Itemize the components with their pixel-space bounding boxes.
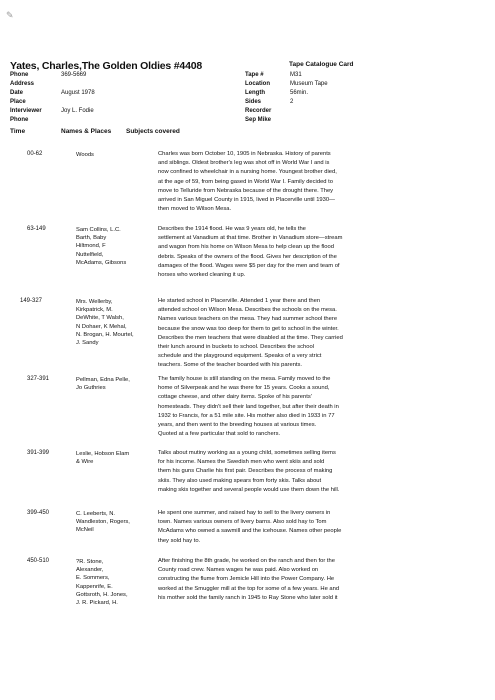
meta-right-value: 2 — [290, 99, 294, 105]
entry-names — [76, 558, 154, 607]
entry-description — [158, 449, 446, 495]
entry-name-line: & Wire — [76, 459, 94, 466]
entry-line: Describes the 1914 flood. He was 9 years old, he tells the — [158, 226, 306, 232]
entry-description — [158, 557, 446, 603]
entry-line: them his guns Charlie his first pair. Describes the process of making — [158, 468, 333, 475]
entry-names — [76, 151, 154, 159]
entry-name-line: McNeil — [76, 527, 94, 534]
entry-name-line: DeWhite, T Walsh, — [76, 315, 124, 322]
entry-line: Describes the men teachers that were disabled at the time. They carried — [158, 334, 343, 341]
entry-name-line: Pellman, Edna Pelle, — [76, 377, 130, 383]
entry-time: 63-149 — [27, 226, 46, 232]
entry-line: they sold hay to. — [158, 537, 201, 544]
entry-line: He spent one summer, and raised hay to sell to the livery owners in — [158, 510, 331, 516]
meta-left-label: Place — [10, 99, 26, 105]
entry-description — [158, 297, 446, 371]
entry-time: 391-399 — [27, 450, 50, 456]
meta-left-value: 369-5669 — [61, 72, 87, 78]
meta-left-label: Phone — [10, 72, 29, 78]
entry-line: worked at the Smuggler mill at the top for some of a few years. He and — [158, 585, 340, 592]
stray-mark: ✎ — [6, 10, 14, 20]
entry-line: Talks about mutiny working as a young child, sometimes selling items — [158, 450, 336, 456]
entry-line: skiis. They also used making spears from forty skis. Talks about — [158, 477, 322, 484]
entry-description — [158, 375, 446, 439]
entry-line: arrived in San Miguel County in 1915, lived in Placerville until 1930— — [158, 197, 335, 204]
meta-left-label: Interviewer — [10, 108, 42, 114]
entry-line: The family house is still standing on the mesa. Family moved to the — [158, 376, 331, 382]
entry-line: He started school in Placerville. Attended 1 year there and then — [158, 298, 321, 304]
entry-name-line: Gottsroth, H. Jones, — [76, 591, 128, 598]
entry-line: schedule and the playground equipment. Speaks of a very strict — [158, 353, 322, 360]
entry-time: 327-391 — [27, 376, 50, 382]
meta-right-label: Sides — [245, 99, 262, 105]
entry-names — [76, 510, 154, 535]
entry-time: 399-450 — [27, 510, 50, 516]
entry-name-line: N. Brogan, H. Mourtel, — [76, 331, 134, 338]
entry-line: move to Telluride from Nebraska because of the drought there. They — [158, 187, 334, 194]
entry-line: horses who worked cleaning it up. — [158, 272, 246, 279]
entry-name-line: Wandleston, Rogers, — [76, 519, 130, 526]
entry-name-line: Woods — [76, 152, 94, 158]
column-header-names: Names & Places — [61, 128, 112, 135]
entry-time: 149-327 — [20, 298, 43, 304]
entry-names — [76, 376, 154, 392]
meta-right-value: M31 — [290, 72, 302, 78]
entry-name-line: J. Sandy — [76, 340, 99, 347]
entry-time: 450-510 — [27, 558, 50, 564]
entry-name-line: McAdams, Gibsons — [76, 259, 127, 266]
entry-line: Quoted at a few particular that sold to ranchers. — [158, 431, 281, 438]
meta-right-value: Museum Tape — [290, 81, 328, 87]
meta-left-label: Phone — [10, 117, 29, 123]
meta-right-label: Length — [245, 90, 265, 96]
entry-name-line: Nuttelfield, — [76, 251, 104, 258]
entry-description — [158, 509, 446, 546]
entry-line: debris. Speaks of the owners of the flood. Gives her description of the — [158, 253, 337, 260]
entry-line: settlement at Vanadium at that time. Brother in Vanadium store—stream — [158, 235, 343, 242]
meta-left-value: August 1978 — [61, 90, 95, 96]
entry-description — [158, 150, 446, 214]
entry-line: and wagon from his home on Wilson Mesa to help clean up the flood — [158, 244, 334, 251]
entry-line: then moved to Wilson Mesa. — [158, 206, 232, 213]
meta-right-label: Tape # — [245, 72, 264, 78]
entry-name-line: E. Sommers, — [76, 575, 110, 582]
entry-line: constructing the flume from Jemicle Hill into the Power Company. He — [158, 576, 335, 583]
entry-line: attended school on Wilson Mesa. Describes the schools on the mesa. — [158, 307, 337, 314]
meta-left-label: Address — [10, 81, 35, 87]
entry-name-line: Hiltmond, F — [76, 243, 106, 250]
entry-line: County road crew. Names wages he was paid. Also worked on — [158, 567, 319, 574]
entry-line: now confined to wheelchair in a nursing home. Youngest brother died, — [158, 169, 337, 176]
column-header-subjects: Subjects covered — [126, 128, 180, 135]
entry-names — [76, 450, 154, 466]
column-header-time: Time — [10, 128, 26, 135]
entry-line: teachers. Some of the teacher boarded with his parents. — [158, 362, 303, 369]
meta-left-label: Date — [10, 90, 24, 96]
entry-line: McAdams who owned a sawmill and the icehouse. Names other people — [158, 528, 342, 535]
entry-name-line: Kirkpatrick, M. — [76, 307, 113, 314]
meta-right-label: Sep Mike — [245, 117, 272, 123]
entry-line: their lunch around in buckets to school. Describes the school — [158, 344, 314, 351]
card-label: Tape Catalogue Card — [289, 61, 354, 68]
entry-line: town. Names various owners of livery barns. Also sold hay to Tom — [158, 519, 327, 526]
entry-line: homesteads. They didn't sell their land together, but after their death in — [158, 403, 339, 410]
meta-right-value: 56min. — [290, 90, 309, 96]
entry-name-line: Sam Collins, L.C. — [76, 227, 121, 233]
entry-line: After finishing the 8th grade, he worked on the ranch and then for the — [158, 558, 335, 564]
entry-name-line: Kappenrife, E. — [76, 583, 113, 590]
entry-line: and siblings. Oldest brother's leg was shot off in World War I and is — [158, 160, 330, 167]
entry-line: 1932 to Francis, for a 51 mile site. His mother also died in 1933 in 77 — [158, 412, 335, 419]
entry-line: Charles was born October 10, 1905 in Nebraska. History of parents — [158, 151, 331, 157]
entry-name-line: Barth, Baby — [76, 235, 107, 242]
entry-line: years, and then went to the breeding houses at various times. — [158, 422, 317, 429]
meta-left-value: Joy L. Fodie — [61, 108, 94, 114]
entry-name-line: N Dohaer, K Mehal, — [76, 323, 127, 330]
entry-line: because the snow was too deep for them to get to school in the winter. — [158, 325, 339, 332]
entry-line: Names various teachers on the mesa. They had summer school there — [158, 316, 338, 323]
entry-names — [76, 226, 154, 267]
entry-name-line: Leslie, Hobson Elam — [76, 451, 130, 457]
entry-line: home of Silverpeak and he was there for 15 years. Cooks a sound, — [158, 385, 330, 392]
entry-line: for his income. Names the Swedish men who went skiis and sold — [158, 459, 325, 466]
entry-names — [76, 298, 154, 347]
entry-name-line: Jo Guthries — [76, 385, 106, 392]
entry-name-line: Alexander, — [76, 567, 104, 574]
entry-name-line: ?R. Stone, — [76, 559, 104, 565]
entry-line: damages of the flood. Wages were $5 per day for the men and team of — [158, 262, 340, 269]
entry-line: making skis together and several people would use them down the hill. — [158, 486, 340, 493]
entry-line: his mother sold the family ranch in 1945 to Ray Stone who later sold it — [158, 594, 338, 601]
meta-right-label: Recorder — [245, 108, 272, 114]
entry-name-line: Mrs. Wellerby, — [76, 299, 113, 305]
entry-line: at the age of 59, from being gased in World War I. Family decided to — [158, 178, 333, 185]
page-title: Yates, Charles,The Golden Oldies #4408 — [10, 60, 202, 72]
entry-name-line: C. Leeberts, N. — [76, 511, 115, 517]
entry-line: cottage cheese, and other dairy items. Spoke of his parents' — [158, 394, 312, 401]
entry-description — [158, 225, 446, 280]
meta-right-label: Location — [245, 81, 270, 87]
entry-time: 00-62 — [27, 151, 43, 157]
entry-name-line: J. R. Pickard, H. — [76, 600, 118, 607]
